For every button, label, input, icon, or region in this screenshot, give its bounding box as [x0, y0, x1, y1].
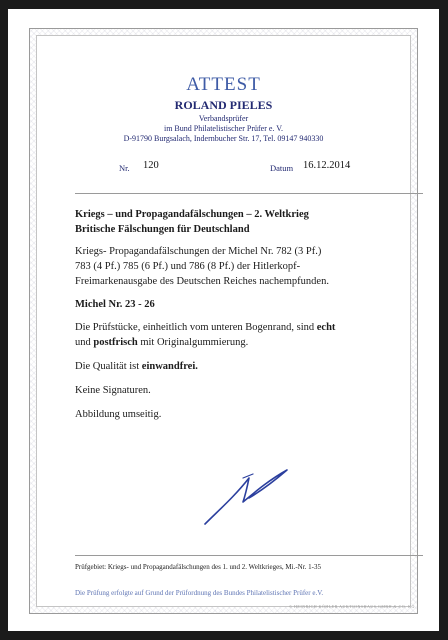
certificate-body: [36, 35, 415, 609]
verdict-genuine: echt: [316, 322, 336, 333]
illustration-note: Abbildung umseitig.: [75, 409, 162, 420]
certificate-title: ATTEST: [186, 74, 261, 95]
michel-numbers: Michel Nr. 23 - 26: [75, 299, 155, 310]
verdict-mint: postfrisch: [93, 337, 138, 348]
description-line-1: Kriegs- Propagandafälschungen der Michel Nr. 782 (3 Pf.): [75, 246, 322, 257]
quality-line: [75, 360, 198, 375]
examiner-name: ROLAND PIELES: [174, 98, 273, 112]
divider-top: [75, 193, 423, 194]
examination-area: Prüfgebiet: Kriegs- und Propagandafälschungen des 1. und 2. Weltkrieges, Mi.-Nr. 1-35: [75, 563, 322, 571]
verdict-line-2: [75, 336, 248, 351]
guilloche-border: [29, 28, 418, 614]
examiner-role: Verbandsprüfer: [198, 114, 249, 123]
examiner-address: D-91790 Burgsalach, Indernbucher Str. 17, Tel. 09147 940330: [123, 134, 324, 143]
description-line-3: Freimarkenausgabe des Deutschen Reiches nachempfunden.: [75, 276, 329, 287]
quality-text: Die Qualität ist: [75, 361, 142, 372]
number-label: Nr.: [119, 163, 130, 173]
verdict-text-3: mit Originalgummierung.: [137, 337, 249, 348]
number-value: 120: [143, 160, 159, 171]
certificate-sheet: [8, 9, 439, 631]
quality-value: einwandfrei.: [141, 361, 198, 372]
handwritten-signature: [197, 466, 297, 528]
examination-regulation: Die Prüfung erfolgte auf Grund der Prüfordnung des Bundes Philatelistischer Prüfer e.V.: [75, 589, 324, 597]
date-value: 16.12.2014: [303, 160, 351, 171]
verdict-text-2: und: [75, 337, 94, 348]
description-line-2: 783 (4 Pf.) 785 (6 Pf.) und 786 (8 Pf.) der Hitlerkopf-: [75, 261, 301, 272]
verdict-line-1: [75, 321, 335, 336]
verdict-text-1: Die Prüfstücke, einheitlich vom unteren Bogenrand, sind: [75, 322, 317, 333]
signatures-note: Keine Signaturen.: [75, 385, 151, 396]
heading-line-2: Britische Fälschungen für Deutschland: [75, 224, 250, 235]
divider-bottom: [75, 555, 423, 556]
watermark-text: © HEINRICH KÖHLER AUKTIONSHAUS GMBH & CO. KG: [289, 604, 415, 609]
date-label: Datum: [270, 163, 294, 173]
examiner-association: im Bund Philatelistischer Prüfer e. V.: [163, 124, 284, 133]
heading-line-1: Kriegs – und Propagandafälschungen – 2. Weltkrieg: [75, 209, 309, 220]
